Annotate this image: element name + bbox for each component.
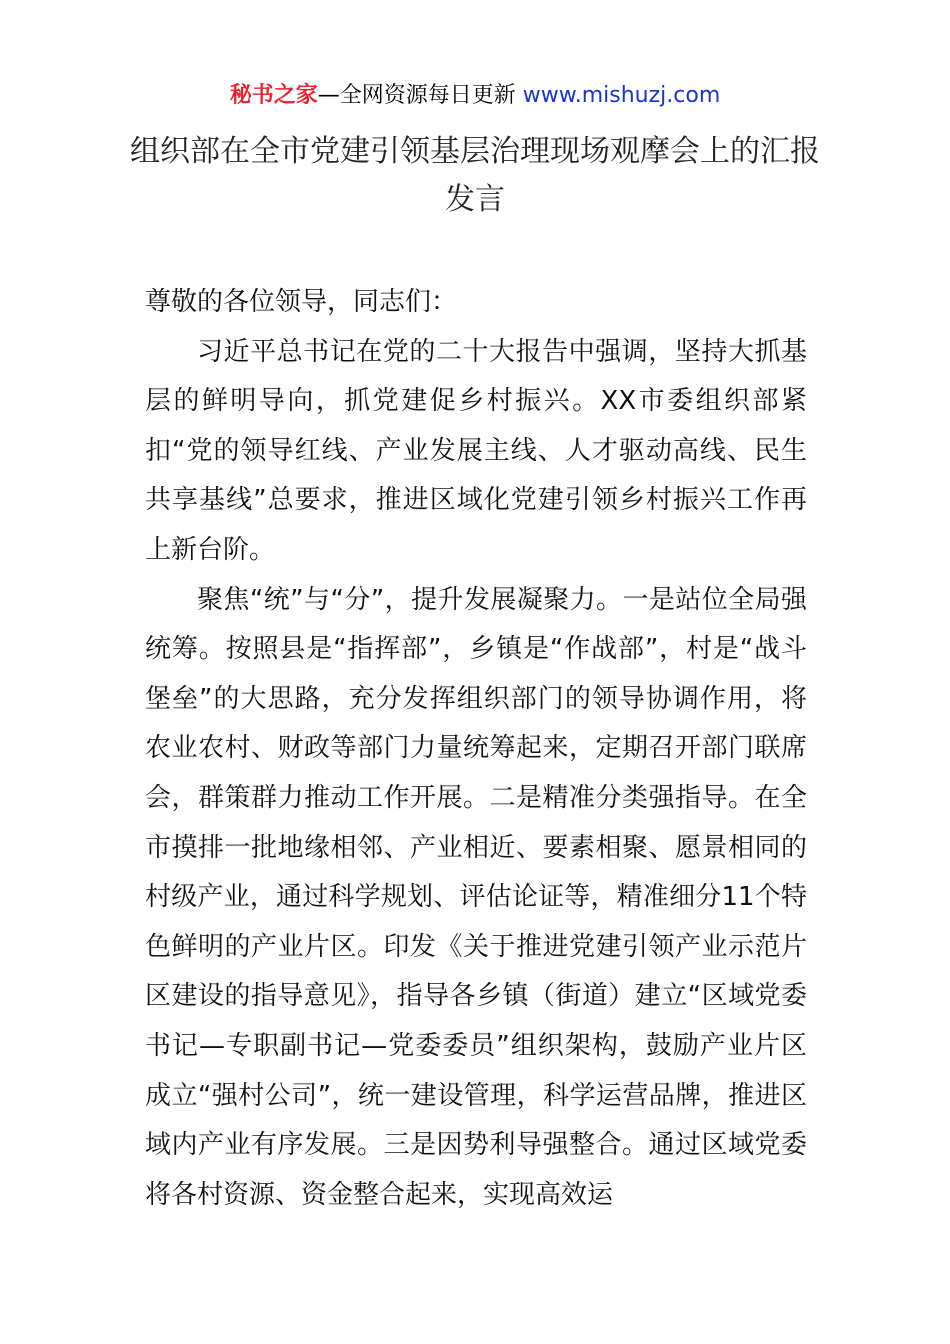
paragraph-1: 习近平总书记在党的二十大报告中强调，坚持大抓基层的鲜明导向，抓党建促乡村振兴。XX市委组织部紧扣“党的领导红线、产业发展主线、人才驱动高线、民生共享基线”总要求，推进区域化党建引领乡村振兴工作再上新台阶。	[145, 336, 807, 565]
document-title: 组织部在全市党建引领基层治理现场观摩会上的汇报发言	[130, 134, 820, 217]
site-url-link[interactable]: www.mishuzj.com	[522, 83, 721, 108]
site-tagline: —全网资源每日更新	[317, 83, 516, 108]
site-header	[0, 82, 950, 110]
salutation: 尊敬的各位领导，同志们：	[145, 287, 458, 317]
site-brand: 秘书之家	[229, 83, 318, 108]
document-body	[145, 278, 807, 1220]
paragraph-2: 聚焦“统”与“分”，提升发展凝聚力。一是站位全局强统筹。按照县是“指挥部”，乡镇是“作战部”，村是“战斗堡垒”的大思路，充分发挥组织部门的领导协调作用，将农业农村、财政等部门力量统筹起来，定期召开部门联席会，群策群力推动工作开展。二是精准分类强指导。在全市摸排一批地缘相邻、产业相近、要素相聚、愿景相同的村级产业，通过科学规划、评估论证等，精准细分11个特色鲜明的产业片区。印发《关于推进党建引领产业示范片区建设的指导意见》，指导各乡镇（街道）建立“区域党委书记—专职副书记—党委委员”组织架构，鼓励产业片区成立“强村公司”，统一建设管理，科学运营品牌，推进区域内产业有序发展。三是因势利导强整合。通过区域党委将各村资源、资金整合起来，实现高效运	[145, 584, 807, 1210]
